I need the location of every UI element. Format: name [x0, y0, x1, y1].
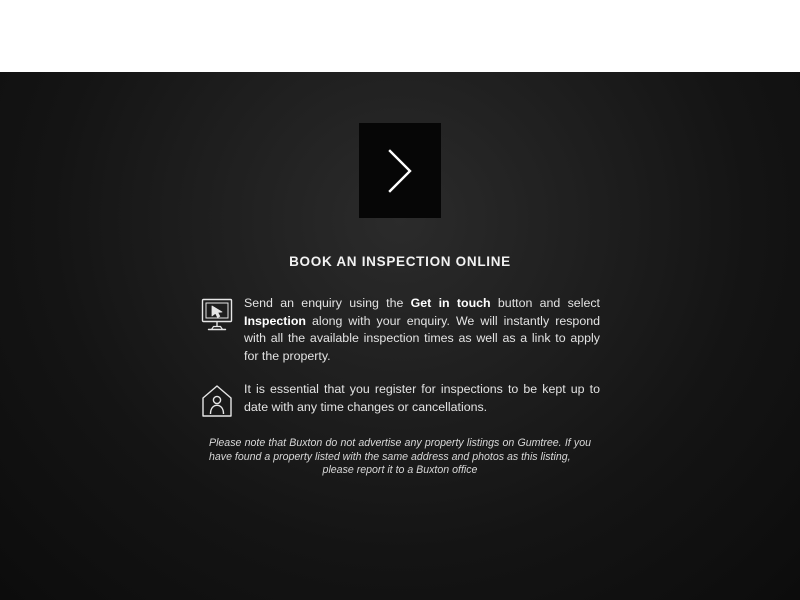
disclaimer	[209, 437, 591, 478]
inspection-banner	[0, 72, 800, 600]
text-segment-bold: Inspection	[244, 313, 306, 328]
disclaimer-main: Please note that Buxton do not advertise any property listings on Gumtree. If you have found a property listed with the same address and photos as this listing,	[209, 437, 591, 463]
block-text-enquiry	[244, 295, 600, 365]
logo-box	[359, 123, 441, 218]
house-person-icon	[200, 383, 234, 419]
text-segment: along with your enquiry. We will instantly respond with all the available inspection times as well as a link to apply for the property.	[244, 313, 600, 363]
disclaimer-last-line: please report it to a Buxton office	[322, 464, 478, 476]
text-segment: Send an enquiry using the	[244, 296, 411, 310]
banner-content	[0, 72, 800, 478]
info-blocks	[200, 295, 600, 419]
text-segment: button and select	[490, 296, 600, 310]
block-text-registration	[244, 381, 600, 416]
info-block-enquiry	[200, 295, 600, 365]
block-icon-wrap	[200, 295, 244, 333]
monitor-cursor-icon	[200, 297, 234, 333]
info-block-registration	[200, 381, 600, 419]
text-segment: It is essential that you register for inspections to be kept up to date with any time changes or cancellations.	[244, 382, 600, 414]
text-segment-bold: Get in touch	[410, 296, 491, 310]
headline: BOOK AN INSPECTION ONLINE	[289, 254, 511, 269]
block-icon-wrap	[200, 381, 244, 419]
chevron-right-icon	[385, 149, 415, 193]
